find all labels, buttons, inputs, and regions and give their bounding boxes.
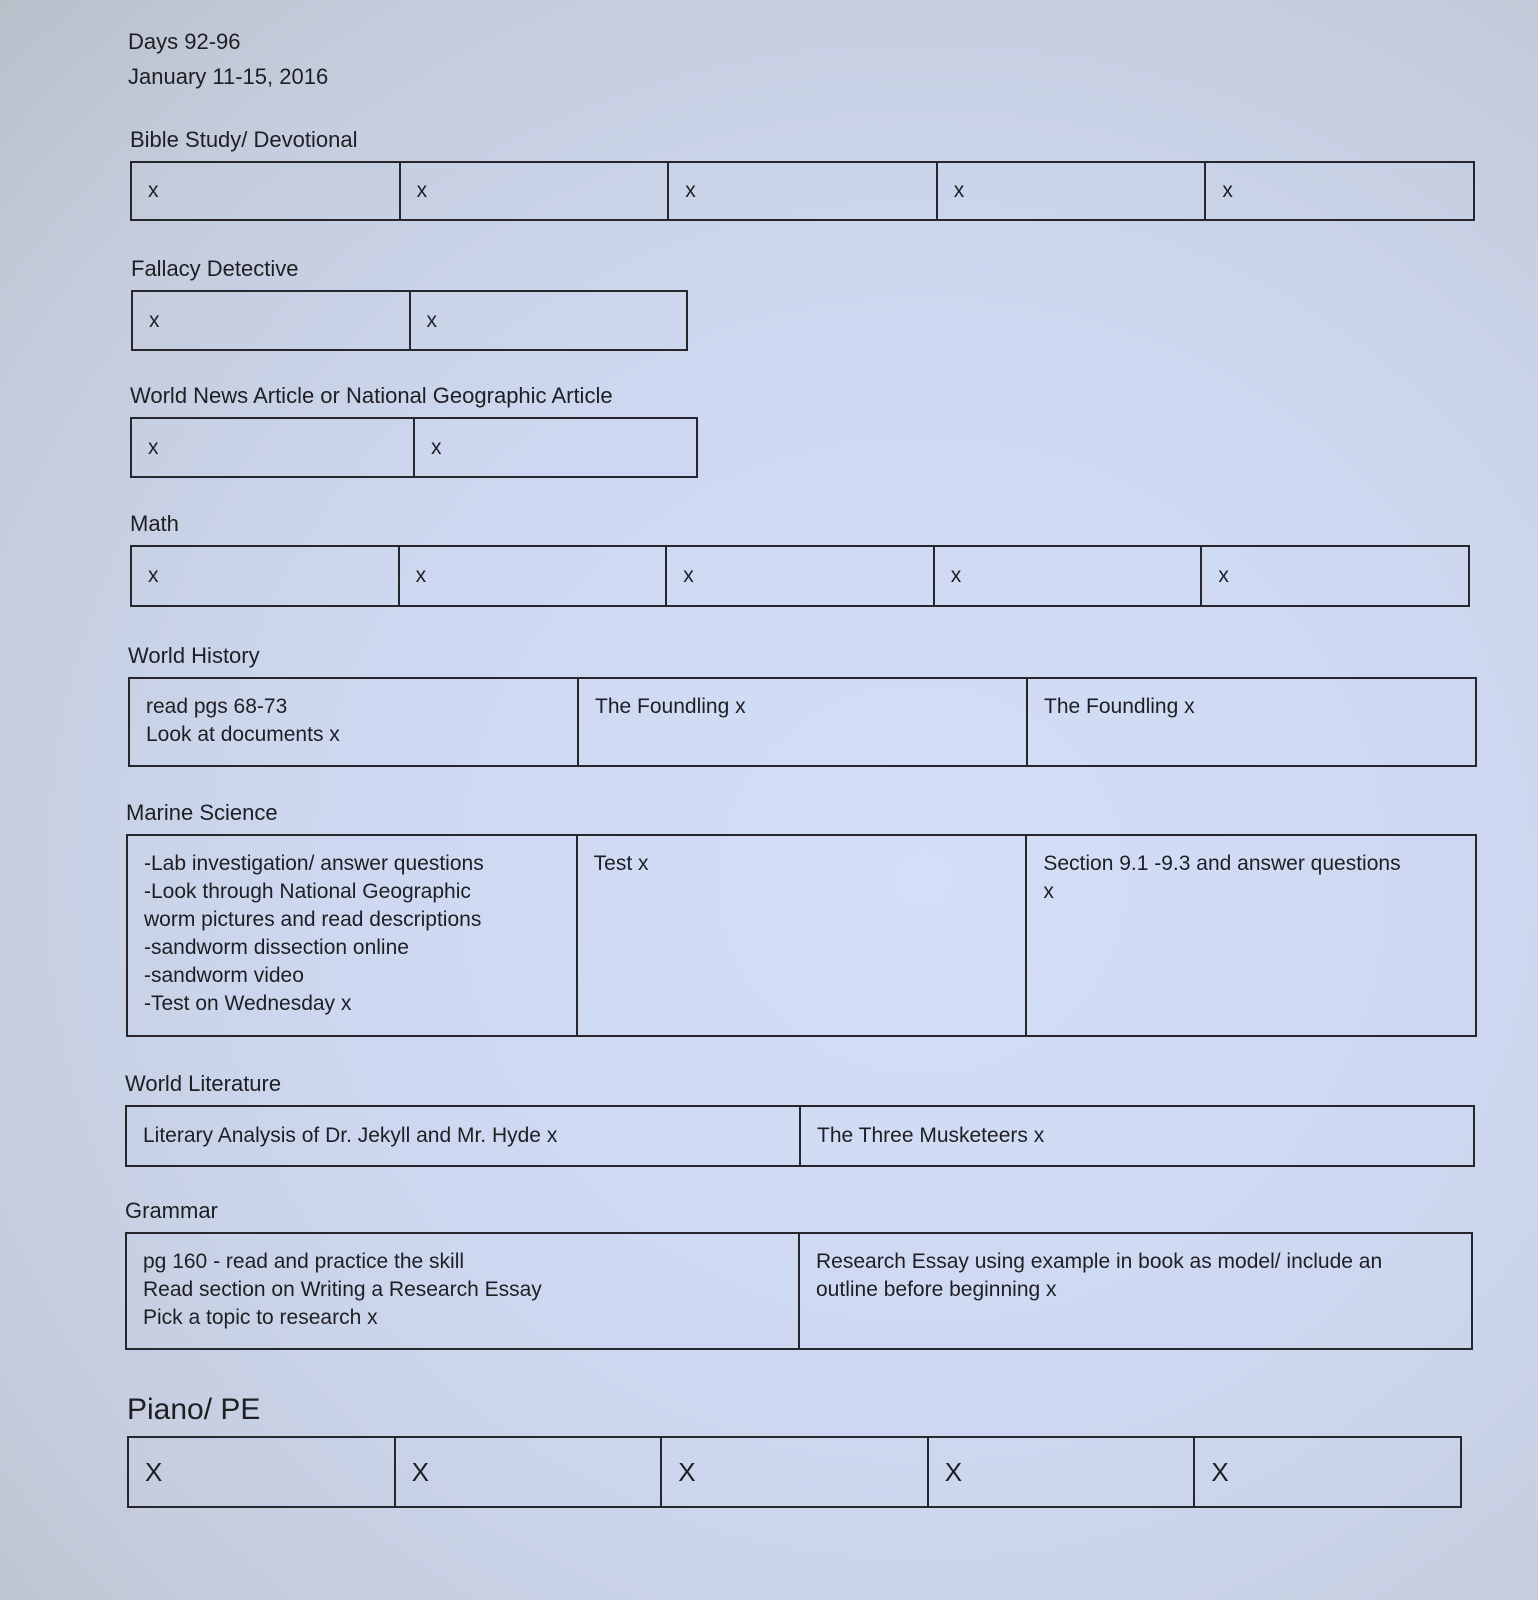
day-cell: x — [667, 547, 935, 605]
assignment-row — [126, 834, 1477, 1037]
assignment-cell: Research Essay using example in book as model/ include an outline before beginning x — [816, 1250, 1383, 1301]
section-piano-pe — [127, 1392, 1462, 1508]
section-world-history — [128, 643, 1477, 767]
section-title: World News Article or National Geographic Article — [130, 383, 613, 408]
section-title: Math — [130, 511, 179, 536]
day-cell: x — [133, 292, 411, 349]
assignment-cell: Test x — [578, 836, 1028, 1035]
checkbox-row — [131, 290, 688, 351]
assignment-cell: read pgs 68-73 Look at documents x — [130, 679, 579, 765]
section-title: Fallacy Detective — [131, 256, 299, 281]
day-cell: X — [662, 1438, 929, 1506]
day-cell: x — [669, 163, 938, 219]
assignment-row — [128, 677, 1477, 767]
day-cell: x — [1218, 564, 1229, 587]
section-marine-science — [126, 800, 1477, 1037]
section-title: World Literature — [125, 1071, 282, 1096]
section-grammar — [125, 1198, 1473, 1350]
assignment-row — [125, 1105, 1475, 1167]
section-title: Piano/ PE — [127, 1393, 261, 1426]
assignment-cell: pg 160 - read and practice the skill Read section on Writing a Research Essay Pick a topic to research x — [127, 1234, 800, 1348]
section-world-news — [130, 383, 698, 478]
checkbox-row — [130, 161, 1475, 221]
date-range: January 11-15, 2016 — [128, 64, 329, 89]
page-header — [128, 24, 328, 94]
assignment-cell: Literary Analysis of Dr. Jekyll and Mr. Hyde x — [127, 1107, 801, 1165]
day-cell: x — [132, 419, 415, 476]
day-cell: X — [1211, 1457, 1229, 1487]
day-cell: x — [132, 163, 401, 219]
day-cell: x — [935, 547, 1203, 605]
day-cell: x — [938, 163, 1207, 219]
checkbox-row — [127, 1436, 1462, 1508]
section-fallacy-detective — [131, 256, 688, 351]
section-title: Grammar — [125, 1198, 218, 1223]
day-cell: X — [396, 1438, 663, 1506]
days-range: Days 92-96 — [128, 29, 241, 54]
day-cell: x — [401, 163, 670, 219]
section-title: Marine Science — [126, 800, 278, 825]
assignment-cell: The Three Musketeers x — [817, 1124, 1045, 1147]
day-cell: x — [132, 547, 400, 605]
day-cell: x — [431, 435, 442, 459]
assignment-row — [125, 1232, 1473, 1350]
day-cell: x — [400, 547, 668, 605]
day-cell: x — [426, 308, 437, 332]
section-world-literature — [125, 1071, 1475, 1167]
section-bible-study — [130, 127, 1475, 221]
assignment-cell: Section 9.1 -9.3 and answer questions x — [1043, 852, 1401, 903]
assignment-cell: The Foundling x — [1044, 695, 1195, 718]
assignment-cell: The Foundling x — [579, 679, 1028, 765]
section-math — [130, 511, 1470, 607]
day-cell: X — [929, 1438, 1196, 1506]
day-cell: x — [1222, 179, 1233, 202]
section-title: Bible Study/ Devotional — [130, 127, 358, 152]
checkbox-row — [130, 417, 698, 478]
checkbox-row — [130, 545, 1470, 607]
section-title: World History — [128, 643, 260, 668]
day-cell: X — [129, 1438, 396, 1506]
assignment-cell: -Lab investigation/ answer questions -Look through National Geographic worm pictures and read descriptions -sandworm dissection online -sandworm video -Test on Wednesday x — [128, 836, 578, 1035]
